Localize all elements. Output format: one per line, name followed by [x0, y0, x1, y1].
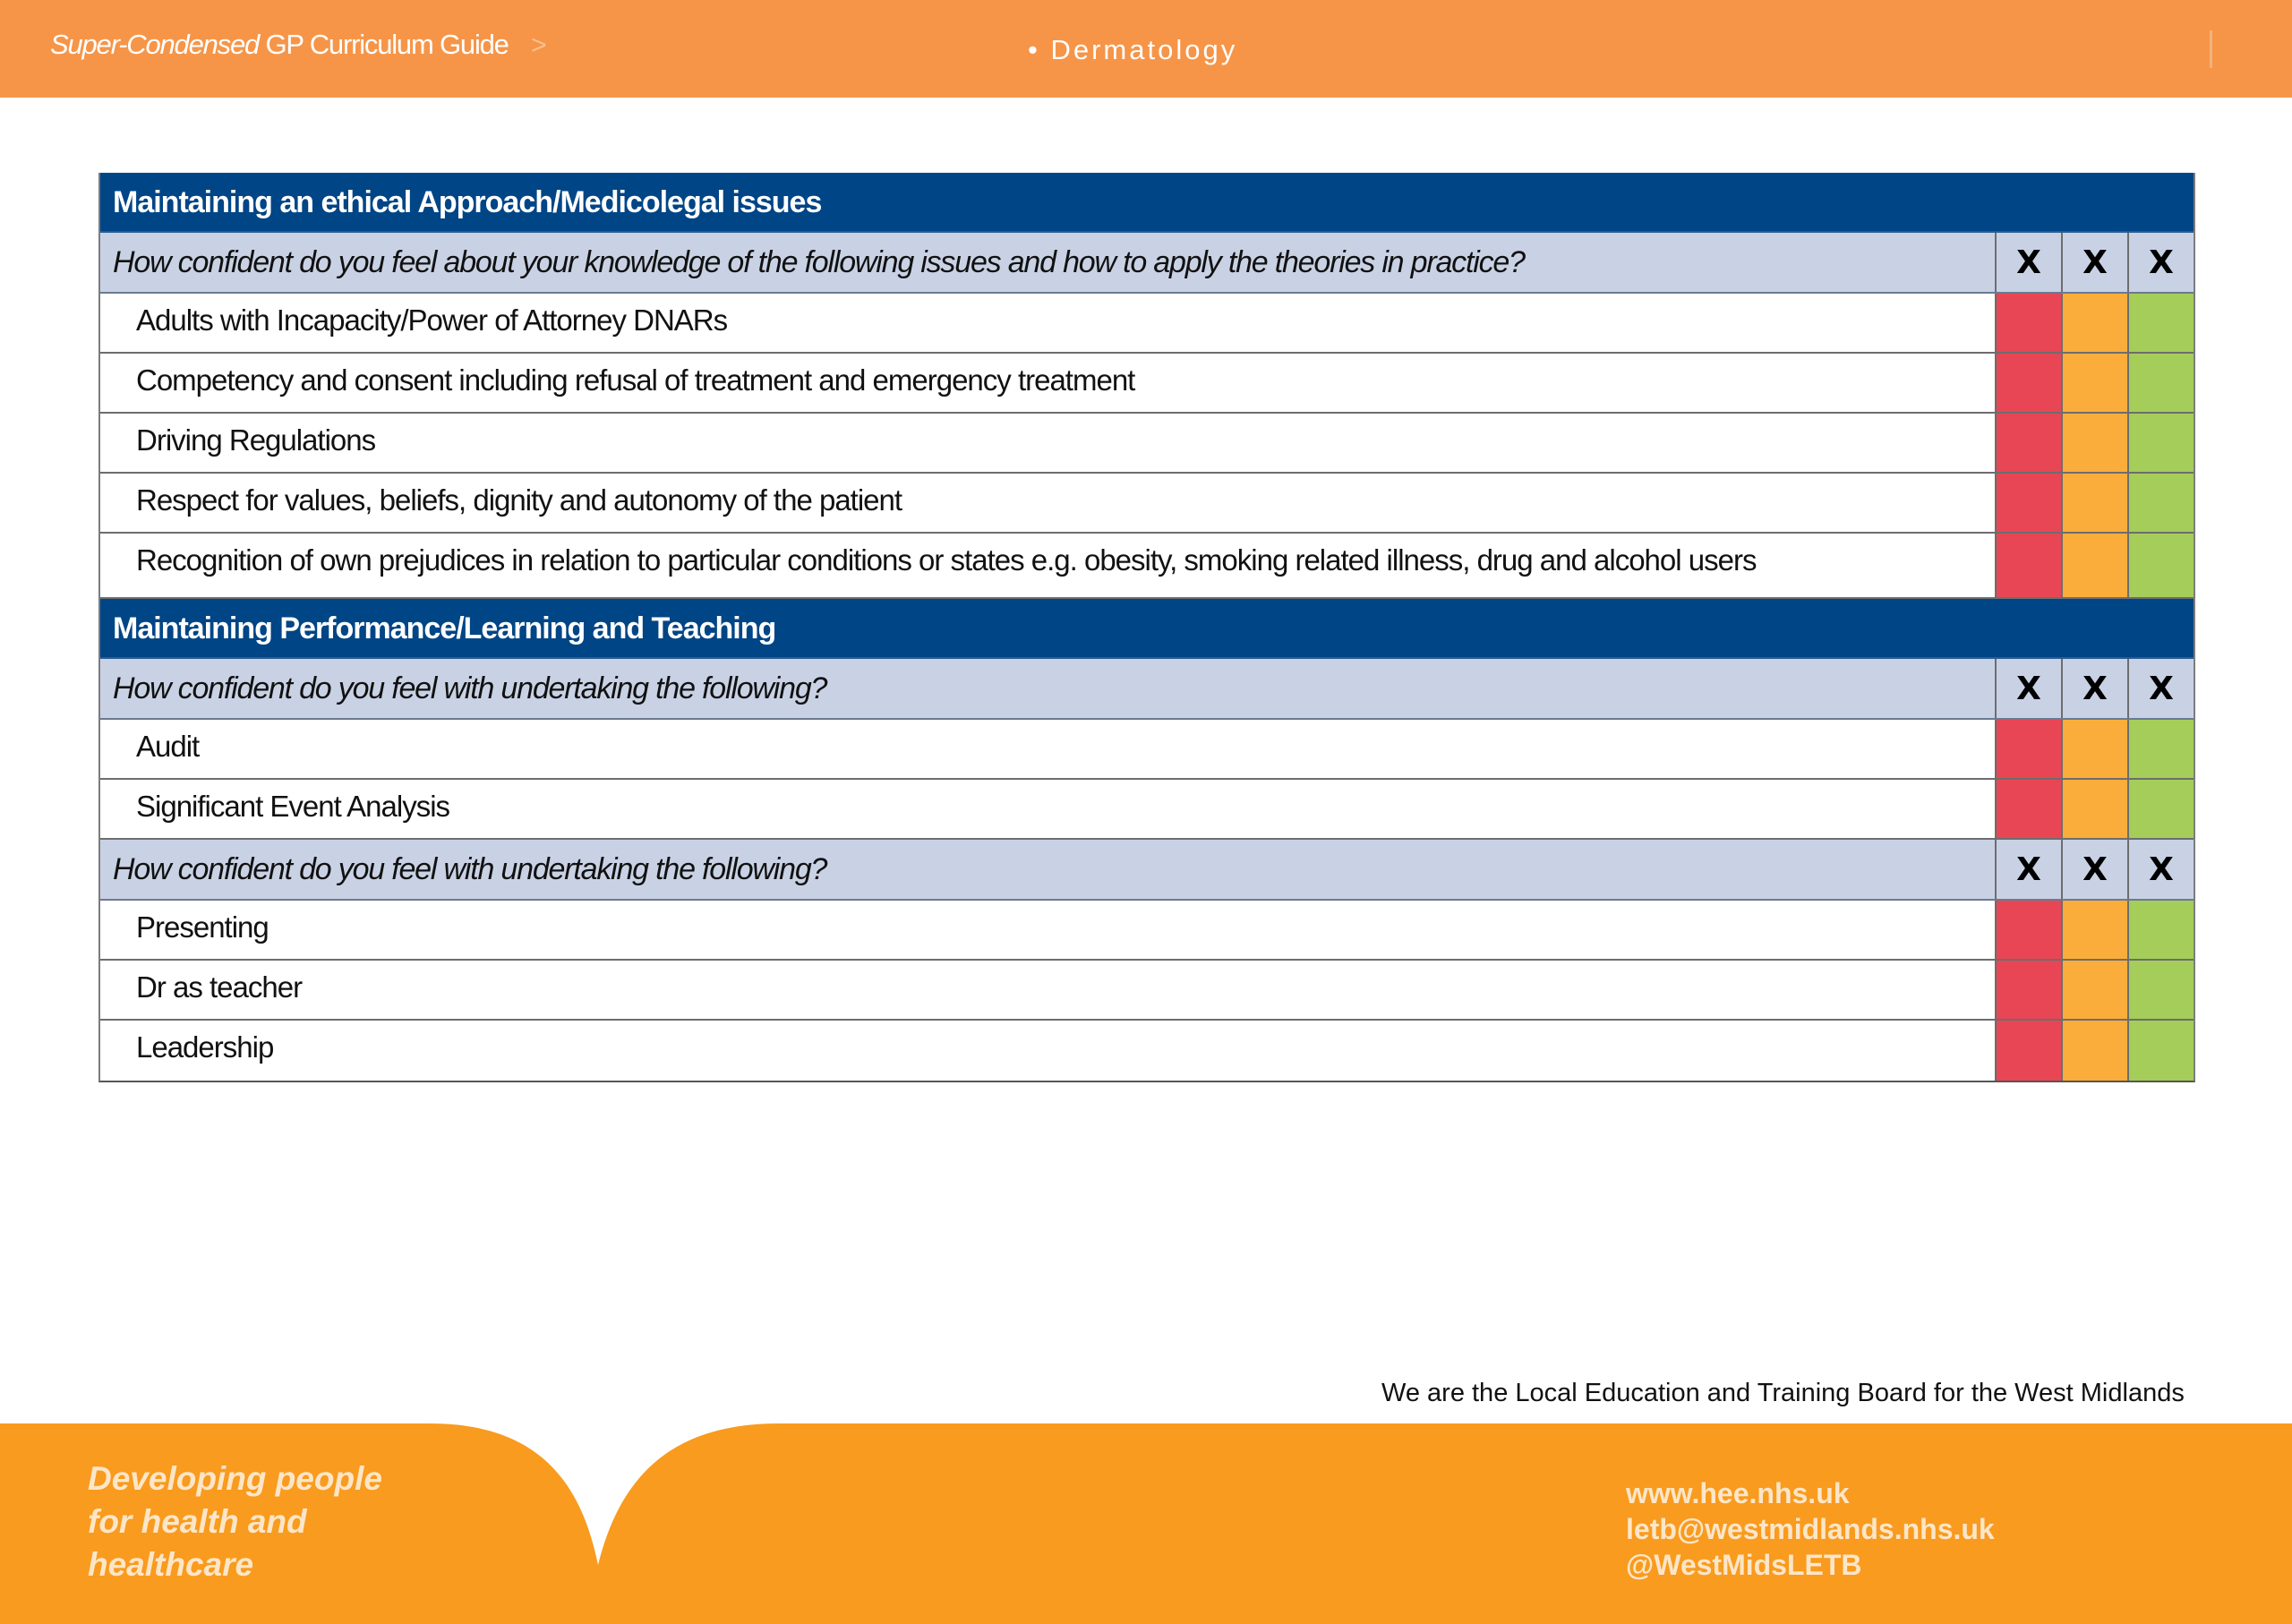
- table-row: [100, 294, 2194, 354]
- rating-red-cell[interactable]: [1997, 720, 2061, 778]
- rating-amber-cell[interactable]: [2061, 1021, 2127, 1081]
- rating-green-cell[interactable]: [2127, 901, 2194, 959]
- rating-green-cell[interactable]: [2127, 354, 2194, 412]
- header-divider: [2210, 30, 2212, 68]
- rating-amber-cell[interactable]: [2061, 961, 2127, 1019]
- rating-header-high: X: [2127, 659, 2194, 718]
- tagline-line: healthcare: [88, 1546, 254, 1583]
- section-label: • Dermatology: [1028, 34, 1238, 65]
- table-row: [100, 534, 2194, 599]
- item-label: Respect for values, beliefs, dignity and autonomy of the patient: [136, 483, 902, 517]
- rating-header-mid: X: [2061, 233, 2127, 292]
- rating-amber-cell[interactable]: [2061, 294, 2127, 352]
- rating-amber-cell[interactable]: [2061, 534, 2127, 597]
- item-label: Leadership: [136, 1030, 274, 1064]
- rating-green-cell[interactable]: [2127, 414, 2194, 472]
- rating-amber-cell[interactable]: [2061, 414, 2127, 472]
- rating-header-low: X: [2016, 244, 2041, 281]
- tagline-line: Developing people: [88, 1460, 382, 1497]
- rating-red-cell[interactable]: [1997, 474, 2061, 532]
- guide-title-italic: Super-Condensed: [50, 29, 260, 60]
- table-row: [100, 720, 2194, 780]
- rating-red-cell[interactable]: [1997, 294, 2061, 352]
- rating-red-cell[interactable]: [1997, 1021, 2061, 1081]
- question-text: How confident do you feel with undertaking the following?: [113, 852, 827, 886]
- item-label: Recognition of own prejudices in relation to particular conditions or states e.g. obesity, smoking related illness, drug and alcohol users: [136, 543, 1757, 577]
- rating-amber-cell[interactable]: [2061, 354, 2127, 412]
- item-label: Adults with Incapacity/Power of Attorney DNARs: [136, 303, 728, 337]
- guide-title-main: GP Curriculum Guide: [265, 29, 509, 60]
- table-row: [100, 1021, 2194, 1081]
- question-row: [100, 840, 2194, 901]
- page-header: [0, 0, 2292, 98]
- footer-tagline: [88, 1457, 382, 1586]
- question-row: [100, 659, 2194, 720]
- guide-title[interactable]: [50, 29, 545, 61]
- item-label: Audit: [136, 730, 200, 763]
- rating-header-high: X: [2127, 840, 2194, 899]
- item-label: Presenting: [136, 910, 269, 944]
- rating-red-cell[interactable]: [1997, 780, 2061, 838]
- rating-green-cell[interactable]: [2127, 474, 2194, 532]
- table-row: [100, 961, 2194, 1021]
- rating-header-mid: X: [2061, 840, 2127, 899]
- item-label: Dr as teacher: [136, 970, 303, 1004]
- website-link[interactable]: www.hee.nhs.uk: [1626, 1477, 1850, 1509]
- question-row: [100, 233, 2194, 294]
- rating-green-cell[interactable]: [2127, 534, 2194, 597]
- rating-red-cell[interactable]: [1997, 414, 2061, 472]
- section-header-ethics: Maintaining an ethical Approach/Medicolegal issues: [100, 173, 2194, 233]
- rating-amber-cell[interactable]: [2061, 720, 2127, 778]
- question-text: How confident do you feel with undertaking the following?: [113, 671, 827, 705]
- rating-header-low: X: [2016, 670, 2041, 707]
- table-row: [100, 780, 2194, 840]
- rating-header-high: X: [2127, 233, 2194, 292]
- rating-green-cell[interactable]: [2127, 1021, 2194, 1081]
- board-statement: We are the Local Education and Training Board for the West Midlands: [1381, 1379, 2185, 1407]
- rating-green-cell[interactable]: [2127, 720, 2194, 778]
- twitter-link[interactable]: @WestMidsLETB: [1626, 1549, 1862, 1581]
- question-text: How confident do you feel about your knowledge of the following issues and how to apply the theories in practice?: [113, 245, 1525, 279]
- footer-contacts: [1626, 1475, 1995, 1583]
- table-row: [100, 901, 2194, 961]
- rating-header-low: X: [2016, 850, 2041, 888]
- rating-red-cell[interactable]: [1997, 961, 2061, 1019]
- rating-green-cell[interactable]: [2127, 780, 2194, 838]
- rating-green-cell[interactable]: [2127, 961, 2194, 1019]
- table-row: [100, 354, 2194, 414]
- rating-green-cell[interactable]: [2127, 294, 2194, 352]
- section-header-performance: Maintaining Performance/Learning and Teaching: [100, 599, 2194, 659]
- rating-header-mid: X: [2061, 659, 2127, 718]
- table-row: [100, 474, 2194, 534]
- rating-red-cell[interactable]: [1997, 901, 2061, 959]
- chevron-right-icon[interactable]: >: [531, 30, 546, 60]
- table-row: [100, 414, 2194, 474]
- tagline-line: for health and: [88, 1503, 307, 1540]
- rating-amber-cell[interactable]: [2061, 901, 2127, 959]
- item-label: Driving Regulations: [136, 423, 376, 457]
- item-label: Significant Event Analysis: [136, 790, 450, 823]
- rating-red-cell[interactable]: [1997, 534, 2061, 597]
- rating-amber-cell[interactable]: [2061, 780, 2127, 838]
- confidence-table: [98, 173, 2195, 1082]
- email-link[interactable]: letb@westmidlands.nhs.uk: [1626, 1513, 1995, 1545]
- rating-amber-cell[interactable]: [2061, 474, 2127, 532]
- rating-red-cell[interactable]: [1997, 354, 2061, 412]
- item-label: Competency and consent including refusal of treatment and emergency treatment: [136, 363, 1135, 397]
